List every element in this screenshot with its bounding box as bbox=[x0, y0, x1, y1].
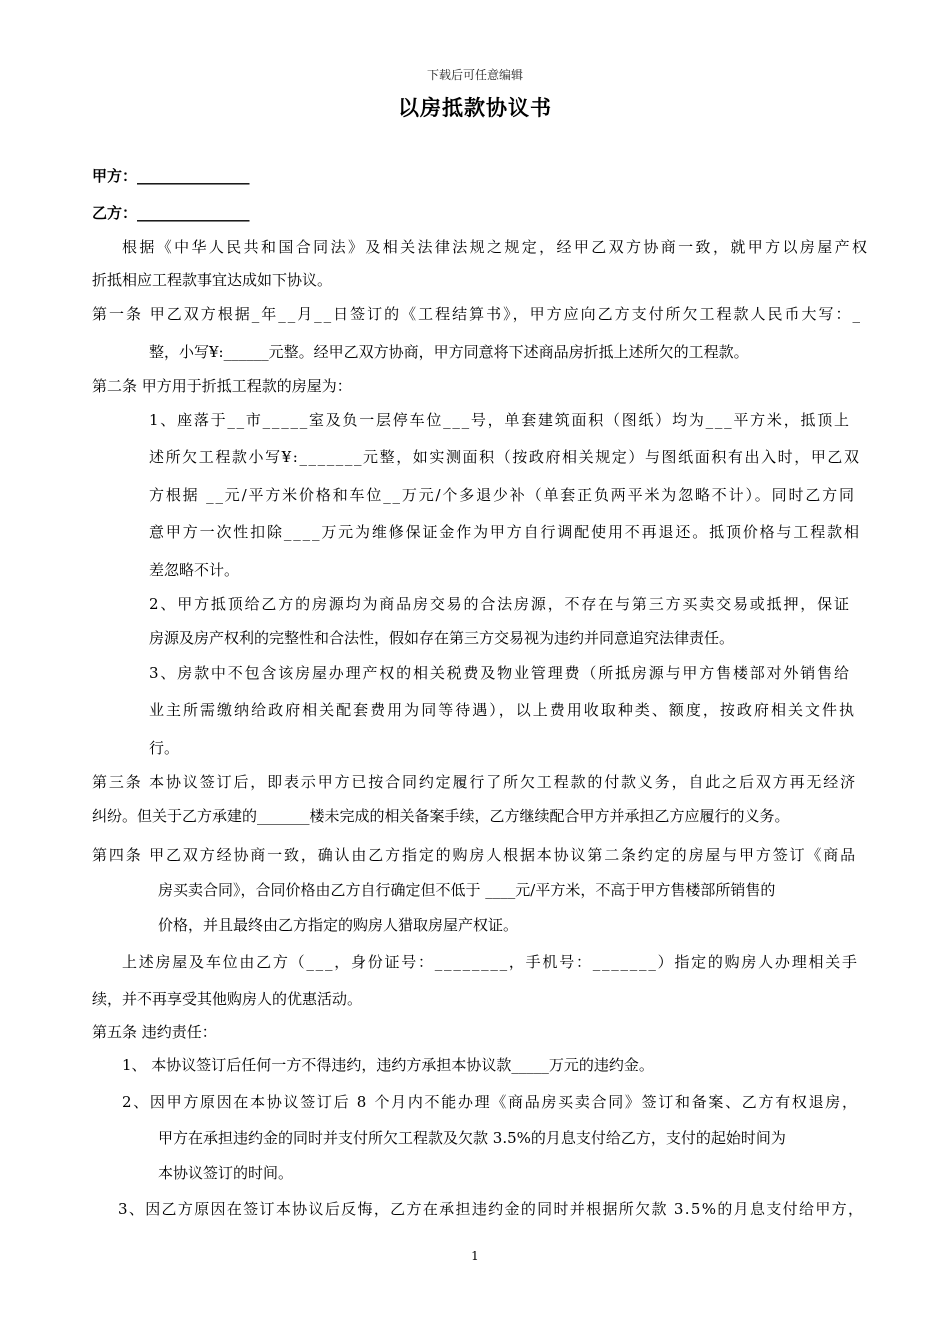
page-number: 1 bbox=[471, 1249, 479, 1263]
article-1-line-2: 整，小写¥:______元整。经甲乙双方协商，甲方同意将下述商品房折抵上述所欠的工程款。 bbox=[149, 343, 749, 361]
article-2-item-1-line-5: 差忽略不计。 bbox=[149, 561, 240, 579]
article-4-line-3: 价格，并且最终由乙方指定的购房人猎取房屋产权证。 bbox=[158, 916, 519, 934]
article-4-line-1: 第四条 甲乙双方经协商一致，确认由乙方指定的购房人根据本协议第二条约定的房屋与甲方签订《商品 bbox=[92, 846, 857, 864]
article-1-line-1: 第一条 甲乙双方根据_年__月__日签订的《工程结算书》，甲方应向乙方支付所欠工程款人民币大写：_ bbox=[92, 305, 862, 323]
article-3-line-1: 第三条 本协议签订后，即表示甲方已按合同约定履行了所欠工程款的付款义务，自此之后双方再无经济 bbox=[92, 773, 857, 791]
article-2-item-3-line-2: 业主所需缴纳给政府相关配套费用为同等待遇），以上费用收取种类、额度，按政府相关文件执 bbox=[149, 701, 857, 719]
article-2-item-1-line-2: 述所欠工程款小写¥:_______元整，如实测面积（按政府相关规定）与图纸面积有出入时，甲乙双 bbox=[149, 448, 861, 466]
header-note: 下载后可任意编辑 bbox=[426, 68, 523, 82]
article-4-line-2: 房买卖合同》，合同价格由乙方自行确定但不低于 ____元/平方米，不高于甲方售楼部所销售的 bbox=[158, 881, 776, 899]
party-a-line: 甲方：_______________ bbox=[92, 167, 250, 185]
article-2-heading: 第二条 甲方用于折抵工程款的房屋为： bbox=[92, 377, 352, 395]
article-5-heading: 第五条 违约责任： bbox=[92, 1023, 217, 1041]
article-2-item-2-line-2: 房源及房产权利的完整性和合法性，假如存在第三方交易视为违约并同意追究法律责任。 bbox=[149, 629, 735, 647]
article-2-item-1-line-1: 1、座落于__市_____室及负一层停车位___号，单套建筑面积（图纸）均为___平方米，抵顶上 bbox=[149, 411, 851, 429]
article-2-item-2-line-1: 2、甲方抵顶给乙方的房源均为商品房交易的合法房源，不存在与第三方买卖交易或抵押，保证 bbox=[149, 595, 851, 613]
article-5-item-2-line-3: 本协议签订的时间。 bbox=[158, 1164, 294, 1182]
party-b-line: 乙方：_______________ bbox=[92, 204, 250, 222]
article-2-item-1-line-4: 意甲方一次性扣除____万元为维修保证金作为甲方自行调配使用不再退还。抵顶价格与工程款相 bbox=[149, 523, 861, 541]
article-3-line-2: 纠纷。但关于乙方承建的_______楼未完成的相关备案手续，乙方继续配合甲方并承担乙方应履行的义务。 bbox=[92, 807, 790, 825]
buyer-info-line-1: 上述房屋及车位由乙方（___，身份证号：________，手机号：_______）指定的购房人办理相关手 bbox=[122, 953, 859, 971]
document-title: 以房抵款协议书 bbox=[398, 96, 552, 120]
article-2-item-3-line-1: 3、房款中不包含该房屋办理产权的相关税费及物业管理费（所抵房源与甲方售楼部对外销售给 bbox=[149, 664, 851, 682]
buyer-info-line-2: 续，并不再享受其他购房人的优惠活动。 bbox=[92, 990, 363, 1008]
article-5-item-3-line-1: 3、因乙方原因在签订本协议后反悔，乙方在承担违约金的同时并根据所欠款 3.5%的月息支付给甲方， bbox=[118, 1200, 865, 1218]
article-2-item-3-line-3: 行。 bbox=[149, 739, 180, 757]
article-5-item-2-line-2: 甲方在承担违约金的同时并支付所欠工程款及欠款 3.5%的月息支付给乙方，支付的起始时间为 bbox=[158, 1129, 786, 1147]
intro-line-2: 折抵相应工程款事宜达成如下协议。 bbox=[92, 271, 333, 289]
article-5-item-2-line-1: 2、因甲方原因在本协议签订后 8 个月内不能办理《商品房买卖合同》签订和备案、乙方有权退房， bbox=[122, 1093, 859, 1111]
article-5-item-1: 1、 本协议签订后任何一方不得违约，违约方承担本协议款_____万元的违约金。 bbox=[122, 1056, 654, 1074]
article-2-item-1-line-3: 方根据 __元/平方米价格和车位__万元/个多退少补（单套正负两平米为忽略不计）。同时乙方同 bbox=[149, 486, 856, 504]
intro-line-1: 根据《中华人民共和国合同法》及相关法律法规之规定，经甲乙双方协商一致，就甲方以房屋产权 bbox=[122, 238, 870, 256]
